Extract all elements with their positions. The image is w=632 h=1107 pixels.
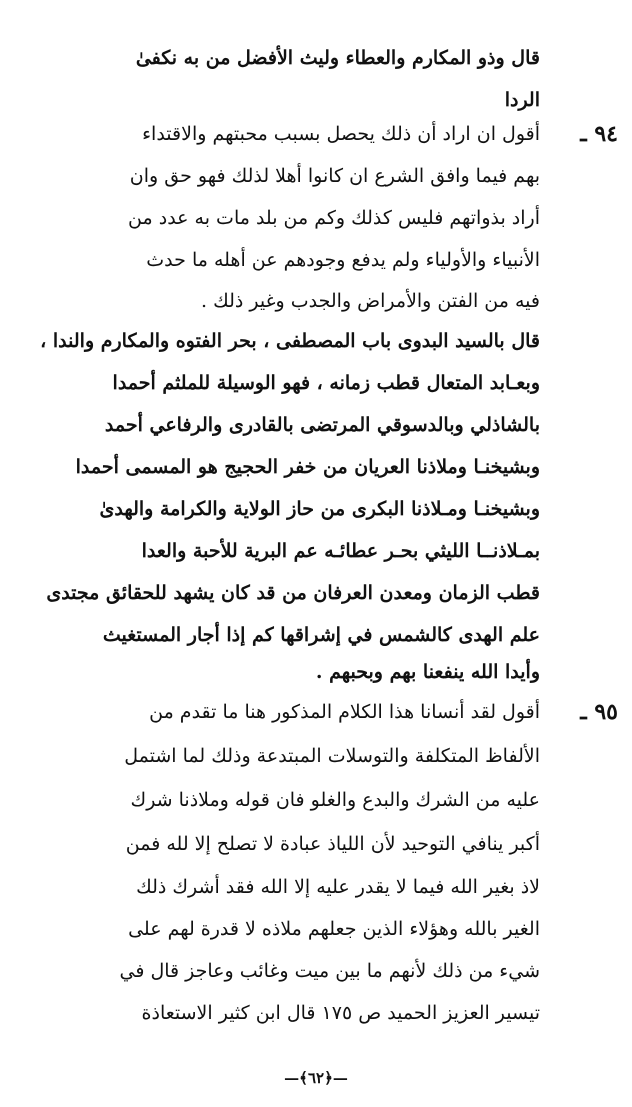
poem-line: بمـلاذنــا الليثي بحـر عطائـه عم البرية للأحبة والعدا (141, 540, 540, 562)
comment-line: عليه من الشرك والبدع والغلو فان قوله وملاذنا شرك (130, 789, 540, 811)
comment-line: تيسير العزيز الحميد ص ١٧٥ قال ابن كثير الاستعاذة (141, 1002, 540, 1024)
comment-line: فيه من الفتن والأمراض والجدب وغير ذلك . (201, 290, 540, 312)
poem-line: بالشاذلي وبالدسوقي المرتضى بالقادرى والرفاعي أحمد (104, 414, 540, 436)
comment-line: شيء من ذلك لأنهم ما بين ميت وغائب وعاجز قال في (119, 960, 540, 982)
verse-line: قال وذو المكارم والعطاء وليث الأفضل من به نكفىٰ (135, 47, 540, 69)
poem-line: علم الهدى كالشمس في إشراقها كم إذا أجار المستغيث (102, 624, 540, 646)
poem-line: وبشيخنـا وملاذنا العريان من خفر الحجيج هو المسمى أحمدا (75, 456, 540, 478)
poem-line: قطب الزمان ومعدن العرفان من قد كان يشهد للحقائق مجتدى (46, 582, 540, 604)
verse-line: الردا (504, 89, 540, 111)
comment-line: أقول ان اراد أن ذلك يحصل بسبب محبتهم والاقتداء (142, 123, 540, 145)
comment-line: لاذ بغير الله فيما لا يقدر عليه إلا الله فقد أشرك ذلك (136, 876, 540, 898)
comment-number: ٩٥ ـ (580, 699, 618, 725)
poem-line: وبشيخنـا ومـلاذنا البكرى من حاز الولاية والكرامة والهدىٰ (99, 498, 540, 520)
comment-line: أكبر ينافي التوحيد لأن اللياذ عبادة لا تصلح إلا لله فمن (125, 833, 540, 855)
poem-line: وبعـابد المتعال قطب زمانه ، فهو الوسيلة للملثم أحمدا (112, 372, 540, 394)
poem-line: قال بالسيد البدوى باب المصطفى ، بحر الفتوه والمكارم والندا ، (40, 330, 540, 352)
comment-line: الألفاظ المتكلفة والتوسلات المبتدعة وذلك لما اشتمل (124, 745, 540, 767)
comment-number: ٩٤ ـ (580, 121, 618, 147)
comment-line: بهم فيما وافق الشرع ان كانوا أهلا لذلك فهو حق وان (129, 165, 540, 187)
comment-line: الأنبياء والأولياء ولم يدفع وجودهم عن أهله ما حدث (146, 249, 540, 271)
comment-line: أراد بذواتهم فليس كذلك وكم من بلد مات به عدد من (128, 207, 540, 229)
comment-line: أقول لقد أنسانا هذا الكلام المذكور هنا ما تقدم من (149, 701, 540, 723)
poem-line: وأيدا الله ينفعنا بهم وبحبهم . (315, 661, 540, 683)
comment-line: الغير بالله وهؤلاء الذين جعلهم ملاذه لا قدرة لهم على (128, 918, 540, 940)
page-number: —﴿٦٢﴾— (284, 1069, 348, 1087)
